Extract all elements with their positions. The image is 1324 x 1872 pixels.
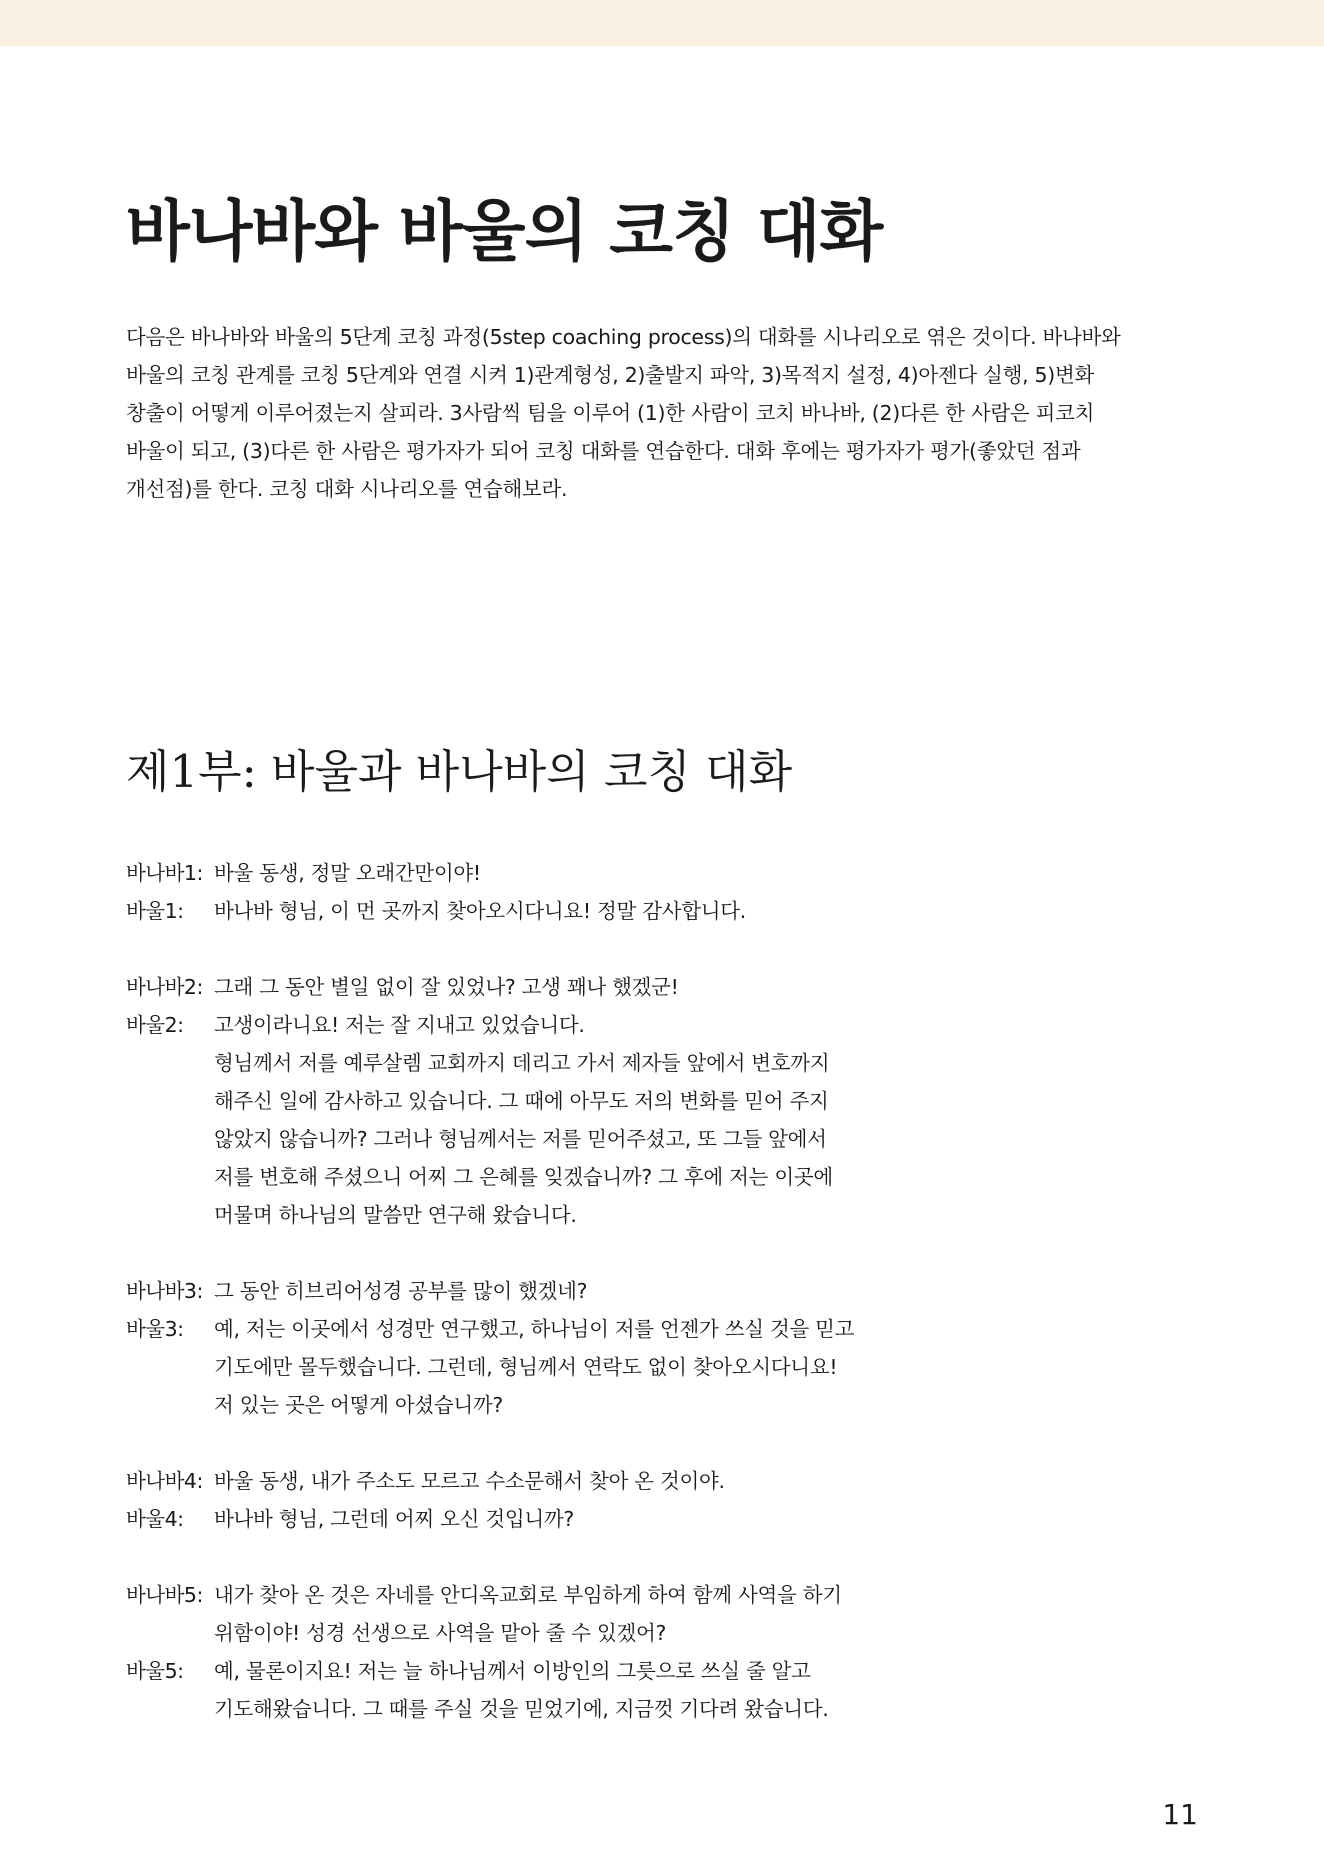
speaker-label: 바울2:: [126, 1013, 184, 1037]
dialogue-turn: [126, 892, 1206, 930]
speaker-label: 바울5:: [126, 1659, 184, 1683]
utterance-line: 고생이라니요! 저는 잘 지내고 있었습니다.: [214, 1013, 585, 1037]
utterance-line: 내가 찾아 온 것은 자네를 안디옥교회로 부임하게 하여 함께 사역을 하기: [214, 1583, 842, 1607]
dialogue-turn: [126, 854, 1206, 892]
utterance-line: 머물며 하나님의 말씀만 연구해 왔습니다.: [214, 1203, 577, 1227]
utterance-line: 예, 물론이지요! 저는 늘 하나님께서 이방인의 그릇으로 쓰실 줄 알고: [214, 1659, 811, 1683]
speaker-label: 바나바4:: [126, 1469, 203, 1493]
utterance-line: 예, 저는 이곳에서 성경만 연구했고, 하나님이 저를 언젠가 쓰실 것을 믿고: [214, 1317, 855, 1341]
utterance: [214, 1500, 1206, 1538]
intro-line: 창출이 어떻게 이루어졌는지 살피라. 3사람씩 팀을 이루어 (1)한 사람이 코치 바나바, (2)다른 한 사람은 피코치: [126, 401, 1095, 425]
dialogue-turn: [126, 968, 1206, 1006]
dialogue-exchange: [126, 1576, 1206, 1728]
utterance-line: 바나바 형님, 이 먼 곳까지 찾아오시다니요! 정말 감사합니다.: [214, 899, 746, 923]
utterance-line: 기도에만 몰두했습니다. 그런데, 형님께서 연락도 없이 찾아오시다니요!: [214, 1355, 838, 1379]
intro-line: 바울이 되고, (3)다른 한 사람은 평가자가 되어 코칭 대화를 연습한다. 대화 후에는 평가자가 평가(좋았던 점과: [126, 439, 1081, 463]
utterance: [214, 1272, 1206, 1310]
utterance: [214, 854, 1206, 892]
dialogue-turn: [126, 1310, 1206, 1424]
speaker-label: 바울1:: [126, 899, 184, 923]
utterance: [214, 1576, 1206, 1652]
speaker-label: 바나바2:: [126, 975, 203, 999]
intro-line: 바울의 코칭 관계를 코칭 5단계와 연결 시켜 1)관계형성, 2)출발지 파악, 3)목적지 설정, 4)아젠다 실행, 5)변화: [126, 363, 1094, 387]
dialogue: [126, 854, 1206, 1766]
dialogue-exchange: [126, 968, 1206, 1234]
top-color-band: [0, 0, 1324, 46]
utterance: [214, 892, 1206, 930]
utterance-line: 바울 동생, 정말 오래간만이야!: [214, 861, 481, 885]
utterance: [214, 1310, 1206, 1424]
dialogue-turn: [126, 1462, 1206, 1500]
dialogue-turn: [126, 1500, 1206, 1538]
utterance-line: 저를 변호해 주셨으니 어찌 그 은혜를 잊겠습니까? 그 후에 저는 이곳에: [214, 1165, 833, 1189]
utterance-line: 형님께서 저를 예루살렘 교회까지 데리고 가서 제자들 앞에서 변호까지: [214, 1051, 830, 1075]
utterance-line: 해주신 일에 감사하고 있습니다. 그 때에 아무도 저의 변화를 믿어 주지: [214, 1089, 829, 1113]
intro-line: 개선점)를 한다. 코칭 대화 시나리오를 연습해보라.: [126, 477, 568, 501]
speaker-label: 바나바5:: [126, 1583, 203, 1607]
utterance: [214, 1006, 1206, 1234]
utterance-line: 바나바 형님, 그런데 어찌 오신 것입니까?: [214, 1507, 574, 1531]
utterance: [214, 1652, 1206, 1728]
utterance-line: 그 동안 히브리어성경 공부를 많이 했겠네?: [214, 1279, 588, 1303]
intro-paragraph: [126, 318, 1206, 508]
dialogue-turn: [126, 1006, 1206, 1234]
page-title: 바나바와 바울의 코칭 대화: [126, 193, 883, 270]
speaker-label: 바나바3:: [126, 1279, 203, 1303]
speaker-label: 바나바1:: [126, 861, 203, 885]
utterance: [214, 968, 1206, 1006]
dialogue-turn: [126, 1576, 1206, 1652]
utterance-line: 바울 동생, 내가 주소도 모르고 수소문해서 찾아 온 것이야.: [214, 1469, 725, 1493]
dialogue-exchange: [126, 1272, 1206, 1424]
utterance-line: 위함이야! 성경 선생으로 사역을 맡아 줄 수 있겠어?: [214, 1621, 667, 1645]
utterance-line: 않았지 않습니까? 그러나 형님께서는 저를 믿어주셨고, 또 그들 앞에서: [214, 1127, 827, 1151]
section-title: 제1부: 바울과 바나바의 코칭 대화: [126, 745, 793, 798]
utterance-line: 그래 그 동안 별일 없이 잘 있었나? 고생 꽤나 했겠군!: [214, 975, 679, 999]
speaker-label: 바울3:: [126, 1317, 184, 1341]
utterance: [214, 1462, 1206, 1500]
speaker-label: 바울4:: [126, 1507, 184, 1531]
intro-line: 다음은 바나바와 바울의 5단계 코칭 과정(5step coaching process)의 대화를 시나리오로 엮은 것이다. 바나바와: [126, 325, 1121, 349]
dialogue-turn: [126, 1652, 1206, 1728]
utterance-line: 저 있는 곳은 어떻게 아셨습니까?: [214, 1393, 503, 1417]
page-number: 11: [1162, 1798, 1198, 1831]
dialogue-turn: [126, 1272, 1206, 1310]
dialogue-exchange: [126, 854, 1206, 930]
dialogue-exchange: [126, 1462, 1206, 1538]
utterance-line: 기도해왔습니다. 그 때를 주실 것을 믿었기에, 지금껏 기다려 왔습니다.: [214, 1697, 829, 1721]
